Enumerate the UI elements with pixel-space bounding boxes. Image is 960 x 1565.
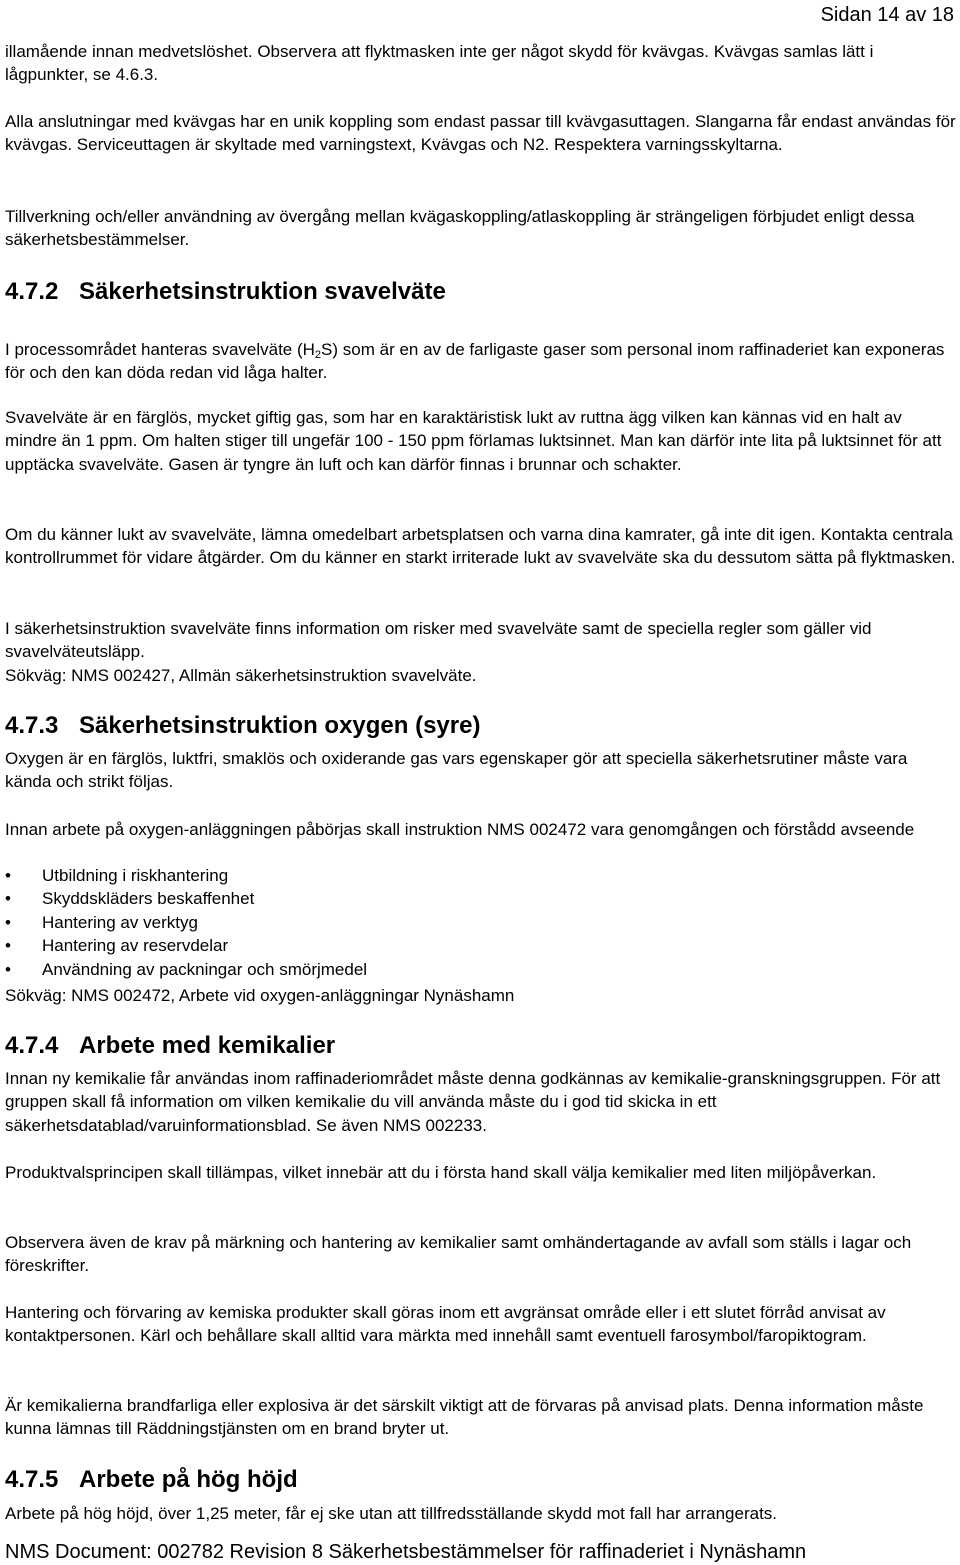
list-item: • Utbildning i riskhantering [5, 866, 229, 885]
paragraph-oxygen-intro: Oxygen är en färglös, luktfri, smaklös och oxiderande gas vars egenskaper gör att speciella säkerhetsrutiner måste vara kända och strikt följas. [5, 749, 908, 792]
paragraph-hog-hojd: Arbete på hög höjd, över 1,25 meter, får ej ske utan att tillfredsställande skydd mot fall har arrangerats. [5, 1504, 778, 1523]
heading-4-7-3 [5, 712, 480, 740]
heading-title: Arbete på hög höjd [79, 1466, 298, 1493]
paragraph-kvavgas-connections: Alla anslutningar med kvävgas har en unik koppling som endast passar till kvävgasuttagen. Slangarna får endast användas för kvävgas. Serviceuttagen är skyltade med varningstext, Kvävgas och N2. Respektera varningsskyltarna. [5, 112, 956, 155]
heading-number: 4.7.4 [5, 1032, 59, 1059]
heading-title: Arbete med kemikalier [79, 1032, 336, 1059]
paragraph-svavelvate-description: Svavelväte är en färglös, mycket giftig gas, som har en karaktäristisk lukt av ruttna ägg vilken kan kännas vid en halt av mindre än 1 ppm. Om halten stiger till ungefär 100 - 150 ppm förlamas luktsinnet. Man kan därför inte lita på luktsinnet för att upptäcka svavelväte. Gasen är tyngre än luft och kan därför finnas i brunnar och schakter. [5, 408, 942, 474]
paragraph-kvavgas-intro: illamående innan medvetslöshet. Observera att flyktmasken inte ger något skydd för kvävgas. Kvävgas samlas lätt i lågpunkter, se 4.6.3. [5, 42, 874, 85]
heading-title: Säkerhetsinstruktion svavelväte [79, 278, 446, 305]
paragraph-svavelvate-intro: I processområdet hanteras svavelväte $(H_2S)$ som är en av de farligaste gaser som personal inom raffinaderiet kan exponeras för och den kan döda redan vid låga halter. [5, 340, 945, 383]
paragraph-kvavgas-prohibition: Tillverkning och/eller användning av övergång mellan kvägaskoppling/atlaskoppling är strängeligen förbjudet enligt dessa säkerhetsbestämmelser. [5, 207, 915, 250]
heading-number: 4.7.5 [5, 1466, 59, 1493]
paragraph-svavelvate-instruction: I säkerhetsinstruktion svavelväte finns information om risker med svavelväte samt de speciella regler som gäller vid svavelväteutsläpp. [5, 619, 872, 662]
list-item: • Skyddskläders beskaffenhet [5, 889, 255, 909]
paragraph-oxygen-instruction: Innan arbete på oxygen-anläggningen påbörjas skall instruktion NMS 002472 vara genomgången och förstådd avseende [5, 820, 915, 839]
heading-4-7-5 [5, 1466, 298, 1494]
heading-number: 4.7.3 [5, 712, 59, 739]
paragraph-svavelvate-path: Sökväg: NMS 002427, Allmän säkerhetsinstruktion svavelväte. [5, 666, 477, 685]
list-item: • Hantering av reservdelar [5, 936, 229, 956]
heading-4-7-4 [5, 1032, 335, 1060]
paragraph-kemikalier-labeling: Observera även de krav på märkning och hantering av kemikalier samt omhändertagande av avfall som ställs i lagar och föreskrifter. [5, 1233, 912, 1276]
oxygen-topics-list [5, 864, 367, 981]
paragraph-kemikalier-product-choice: Produktvalsprincipen skall tillämpas, vilket innebär att du i första hand skall välja kemikalier med liten miljöpåverkan. [5, 1163, 877, 1182]
paragraph-kemikalier-flammable: Är kemikalierna brandfarliga eller explosiva är det särskilt viktigt att de förvaras på anvisad plats. Denna information måste kunna lämnas till Räddningstjänsten om en brand bryter ut. [5, 1396, 924, 1439]
heading-title: Säkerhetsinstruktion oxygen (syre) [79, 712, 481, 739]
heading-4-7-2 [5, 278, 446, 306]
paragraph-kemikalier-storage: Hantering och förvaring av kemiska produkter skall göras inom ett avgränsat område eller i ett slutet förråd anvisat av kontaktpersonen. Kärl och behållare skall alltid vara märkta med innehåll samt eventuell farosymbol/faropiktogram. [5, 1303, 886, 1346]
paragraph-svavelvate-action: Om du känner lukt av svavelväte, lämna omedelbart arbetsplatsen och varna dina kamrater, gå inte dit igen. Kontakta centrala kontrollrummet för vidare åtgärder. Om du känner en starkt irriterade lukt av svavelväte ska du dessutom sätta på flyktmasken. [5, 525, 956, 568]
paragraph-kemikalier-approval: Innan ny kemikalie får användas inom raffinaderiområdet måste denna godkännas av kemikalie-granskningsgruppen. För att gruppen skall få information om vilken kemikalie du vill använda måste du i god tid skicka in ett säkerhetsdatablad/varuinformationsblad. Se även NMS 002233. [5, 1069, 941, 1135]
document-footer: NMS Document: 002782 Revision 8 Säkerhetsbestämmelser för raffinaderiet i Nynäshamn [5, 1541, 807, 1563]
list-item: • Användning av packningar och smörjmedel [5, 959, 368, 979]
page-number: Sidan 14 av 18 [820, 4, 954, 26]
list-item: • Hantering av verktyg [5, 912, 198, 932]
paragraph-oxygen-path: Sökväg: NMS 002472, Arbete vid oxygen-anläggningar Nynäshamn [5, 986, 515, 1005]
heading-number: 4.7.2 [5, 278, 59, 305]
subscript-2: 2 [314, 349, 322, 361]
